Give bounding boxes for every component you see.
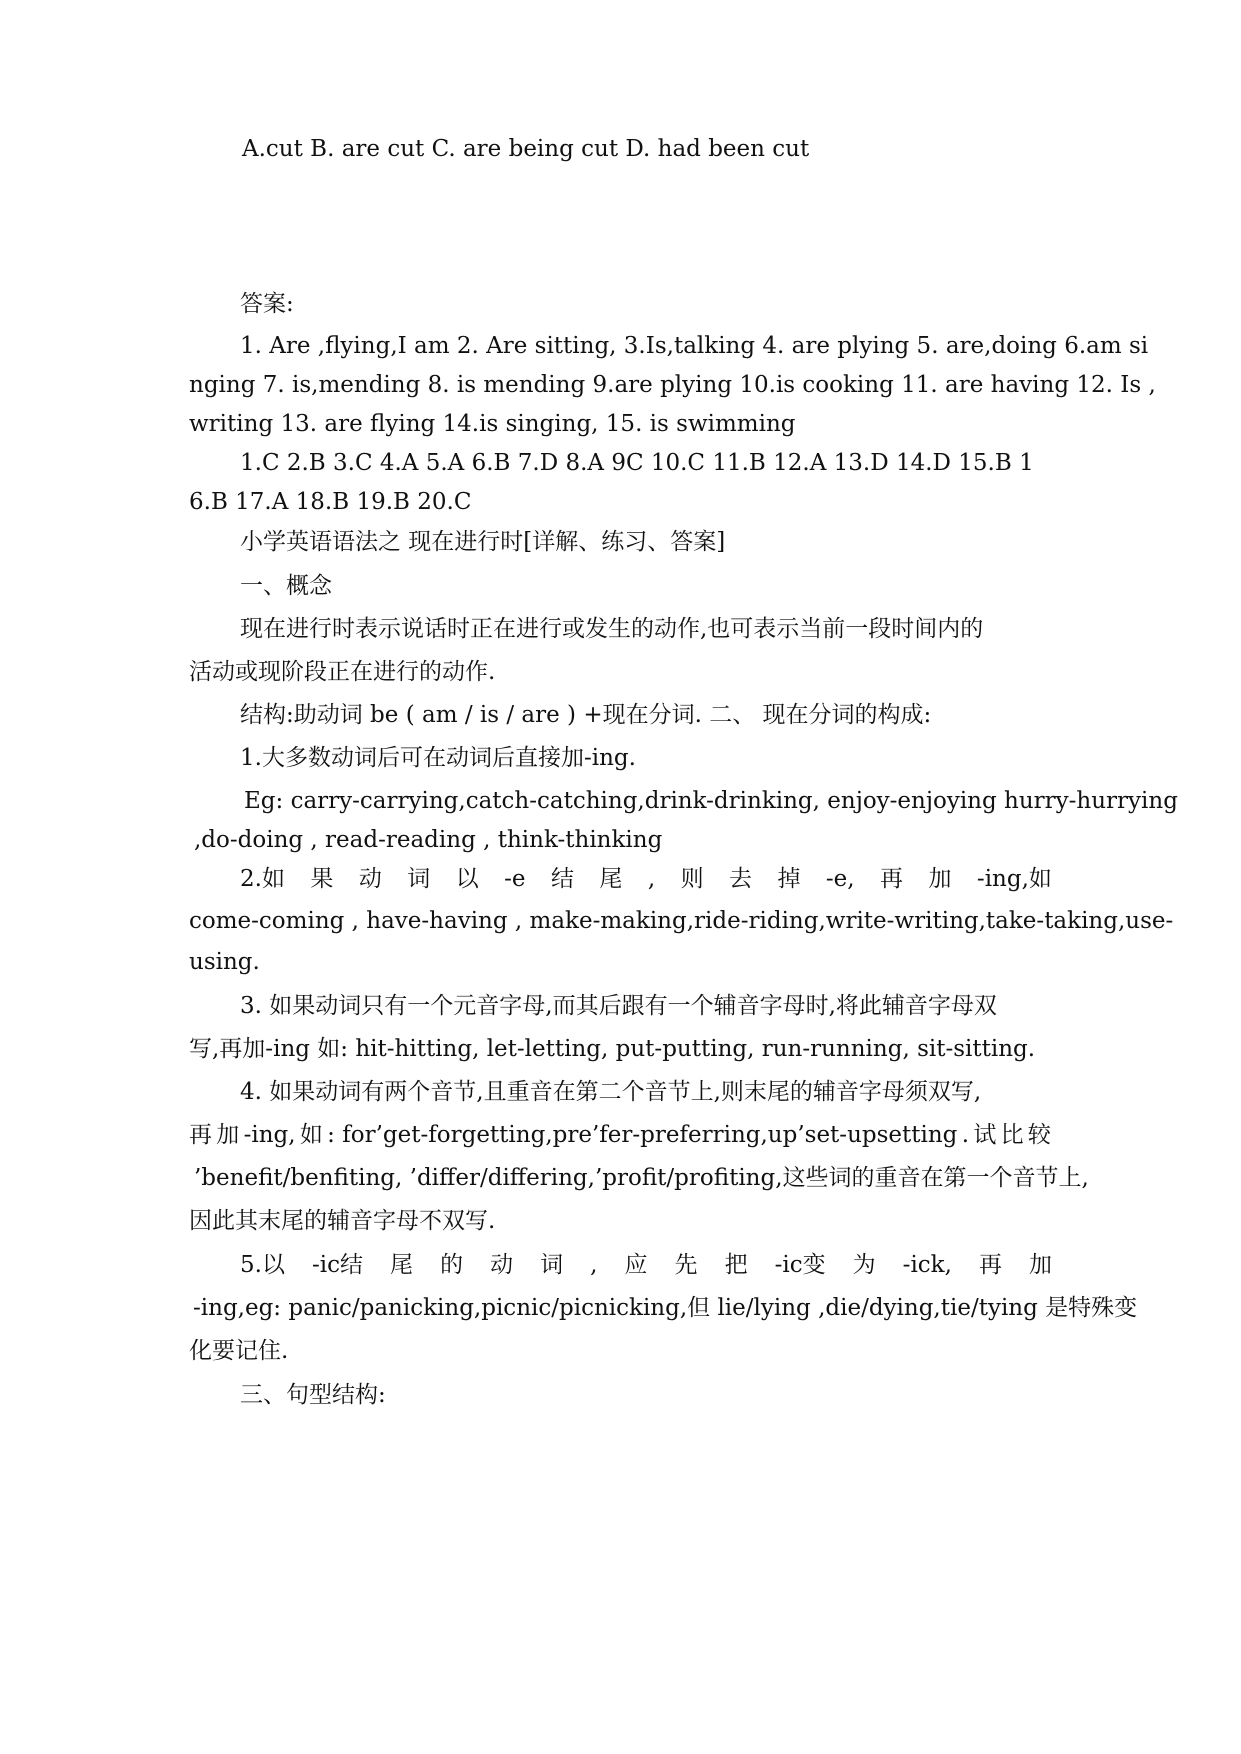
rule4-word: 如 — [299, 1122, 323, 1148]
concept-heading: 一、概念 — [240, 573, 332, 599]
structure-line: 结构:助动词 be ( am / is / are ) +现在分词. 二、 现在分词的构成: — [240, 702, 932, 728]
rule2-word: , — [647, 866, 656, 892]
rule5-word: 把 — [724, 1252, 748, 1278]
rule5-word: 5.以 — [240, 1252, 285, 1278]
rule5-word: 为 — [852, 1252, 876, 1278]
rule5-word: , — [590, 1252, 598, 1278]
fill-answers-line-2: nging 7. is,mending 8. is mending 9.are plying 10.is cooking 11. are having 12. Is , — [189, 372, 1156, 398]
rule5-word: 加 — [1029, 1252, 1052, 1278]
answers-heading: 答案: — [240, 291, 294, 317]
rule4-word: . — [961, 1122, 970, 1148]
rule2-word: -ing,如 — [976, 866, 1052, 892]
rule5-word: 动 — [490, 1252, 514, 1278]
rule5-word: -ic结 — [311, 1252, 363, 1278]
rule5-word: -ick, — [902, 1252, 952, 1278]
rule2-word: 以 — [455, 866, 479, 892]
concept-text-line-1: 现在进行时表示说话时正在进行或发生的动作,也可表示当前一段时间内的 — [240, 616, 984, 642]
rule1-example-line-1: Eg: carry-carrying,catch-catching,drink-drinking, enjoy-enjoying hurry-hurrying — [244, 788, 1178, 814]
rule2-word: 动 — [358, 866, 382, 892]
rule5-word: 尾 — [390, 1252, 414, 1278]
rule4-word: -ing, — [243, 1122, 296, 1148]
rule2-word: 加 — [928, 866, 952, 892]
rule5-word: -ic变 — [774, 1252, 826, 1278]
rule4-word: 试 — [973, 1122, 997, 1148]
rule3-line-1: 3. 如果动词只有一个元音字母,而其后跟有一个辅音字母时,将此辅音字母双 — [240, 993, 997, 1019]
rule2-line-2: come-coming , have-having , make-making,ride-riding,write-writing,take-taking,use- — [189, 908, 1174, 934]
rule2-word: 结 — [550, 866, 574, 892]
rule5-word: 的 — [440, 1252, 464, 1278]
rule4-word: 较 — [1027, 1122, 1051, 1148]
rule1-title: 1.大多数动词后可在动词后直接加-ing. — [240, 745, 636, 771]
rule5-line-2: -ing,eg: panic/panicking,picnic/picnicking,但 lie/lying ,die/dying,tie/tying 是特殊变 — [193, 1295, 1138, 1321]
rule5-word: 词 — [540, 1252, 564, 1278]
rule4-word: 加 — [216, 1122, 240, 1148]
rule2-word: 尾 — [599, 866, 623, 892]
rule5-line-1 — [240, 1250, 1052, 1280]
rule2-word: 词 — [407, 866, 431, 892]
rule2-word: -e — [504, 866, 526, 892]
concept-text-line-2: 活动或现阶段正在进行的动作. — [189, 659, 496, 685]
rule2-word: 掉 — [777, 866, 801, 892]
rule2-word: 去 — [729, 866, 753, 892]
rule4-line-3: ’benefit/benfiting, ’differ/differing,’profit/profiting,这些词的重音在第一个音节上, — [194, 1165, 1089, 1191]
rule2-word: 则 — [680, 866, 704, 892]
sentence-heading: 三、句型结构: — [240, 1382, 386, 1408]
rule2-word: 再 — [880, 866, 904, 892]
fill-answers-line-3: writing 13. are flying 14.is singing, 15. is swimming — [189, 411, 796, 437]
rule4-word: 比 — [1000, 1122, 1024, 1148]
rule2-word: 果 — [310, 866, 334, 892]
rule3-line-2: 写,再加-ing 如: hit-hitting, let-letting, put-putting, run-running, sit-sitting. — [189, 1036, 1036, 1062]
rule4-word: : for’get-forgetting,pre’fer-preferring,up’set-upsetting — [327, 1122, 958, 1148]
section-title: 小学英语语法之 现在进行时[详解、练习、答案] — [240, 529, 726, 555]
rule2-word: 2.如 — [240, 866, 285, 892]
choice-answers-line-2: 6.B 17.A 18.B 19.B 20.C — [189, 489, 472, 515]
rule5-line-3: 化要记住. — [189, 1338, 289, 1364]
fill-answers-line-1: 1. Are ,flying,I am 2. Are sitting, 3.Is,talking 4. are plying 5. are,doing 6.am si — [240, 333, 1149, 359]
options-line: A.cut B. are cut C. are being cut D. had been cut — [242, 136, 810, 162]
rule4-word: 再 — [189, 1122, 212, 1148]
rule2-first-line — [240, 864, 1052, 894]
rule5-word: 应 — [624, 1252, 648, 1278]
choice-answers-line-1: 1.C 2.B 3.C 4.A 5.A 6.B 7.D 8.A 9C 10.C 11.B 12.A 13.D 14.D 15.B 1 — [240, 450, 1034, 476]
rule2-word: -e, — [825, 866, 855, 892]
rule5-word: 先 — [674, 1252, 698, 1278]
rule5-word: 再 — [978, 1252, 1002, 1278]
rule1-example-line-2: ,do-doing , read-reading , think-thinking — [194, 827, 663, 853]
rule2-line-3: using. — [189, 949, 260, 975]
rule4-line-4: 因此其末尾的辅音字母不双写. — [189, 1208, 496, 1234]
rule4-line-1: 4. 如果动词有两个音节,且重音在第二个音节上,则末尾的辅音字母须双写, — [240, 1079, 982, 1105]
rule4-line-2 — [189, 1120, 1051, 1150]
